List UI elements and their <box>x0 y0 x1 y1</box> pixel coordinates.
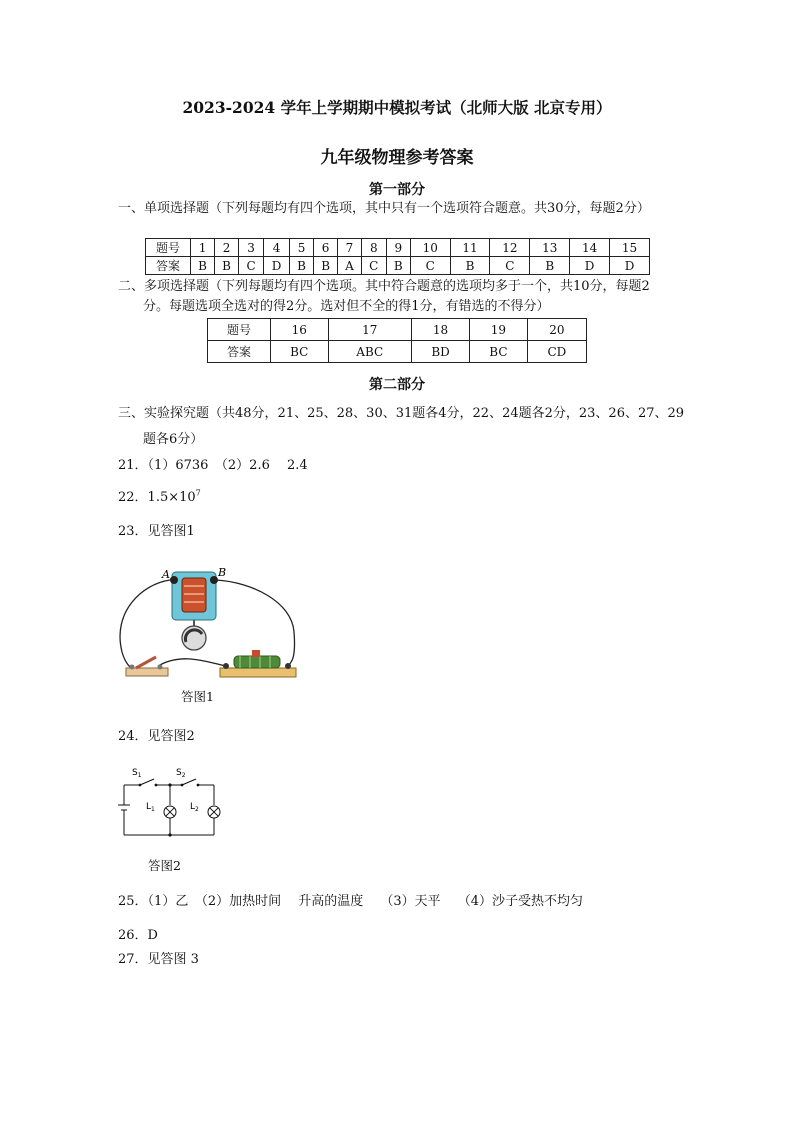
answer-cell: D <box>570 257 610 275</box>
question-number-cell: 2 <box>215 239 239 257</box>
answer-25: 25．（1）乙 （2）加热时间 升高的温度 （3）天平 （4）沙子受热不均匀 <box>118 894 584 909</box>
answer-cell: BC <box>271 341 329 363</box>
multi-choice-answer-table <box>207 318 587 363</box>
answer-cell: C <box>239 257 264 275</box>
lamp-l2-label: $L_2$ <box>190 802 199 813</box>
answer-cell: CD <box>527 341 586 363</box>
answer-cell: BD <box>411 341 469 363</box>
question-number-cell: 15 <box>610 239 650 257</box>
circuit-figure-2 <box>110 763 230 845</box>
q2-heading-line1: 二、多项选择题（下列每题均有四个选项。其中符合题意的选项均多于一个，共10分，每题2 <box>118 279 650 294</box>
table-row-label: 答案 <box>208 341 271 363</box>
answer-cell: B <box>450 257 490 275</box>
question-number-cell: 4 <box>264 239 290 257</box>
q2-heading-line2: 分。每题选项全选对的得2分。选对但不全的得1分，有错选的不得分） <box>143 299 550 314</box>
switch-s2-label: $S_2$ <box>176 768 186 779</box>
figure-2-caption: 答图2 <box>148 858 181 873</box>
table-row-label: 题号 <box>208 319 271 341</box>
part1-heading: 第一部分 <box>369 182 425 198</box>
lamp-l1-label: $L_1$ <box>146 802 155 813</box>
q3-heading-line2: 题各6分） <box>143 432 204 447</box>
question-number-cell: 10 <box>410 239 450 257</box>
question-number-cell: 16 <box>271 319 329 341</box>
answer-cell: ABC <box>328 341 411 363</box>
question-number-cell: 12 <box>490 239 530 257</box>
table-row-label: 答案 <box>146 257 191 275</box>
exam-title: 2023-2024 学年上学期期中模拟考试（北师大版 北京专用） <box>182 98 612 117</box>
figure-1-caption: 答图1 <box>181 689 214 704</box>
table-row-label: 题号 <box>146 239 191 257</box>
answer-key-title: 九年级物理参考答案 <box>320 148 474 168</box>
question-number-cell: 14 <box>570 239 610 257</box>
answer-cell: D <box>264 257 290 275</box>
question-number-cell: 1 <box>191 239 215 257</box>
answer-27: 27．见答图 3 <box>118 952 199 967</box>
answer-21: 21．（1）6736 （2）2.6 2.4 <box>118 458 308 473</box>
single-choice-answer-table <box>145 238 650 275</box>
question-number-cell: 20 <box>527 319 586 341</box>
answer-cell: B <box>530 257 570 275</box>
answer-cell: B <box>215 257 239 275</box>
answer-cell: B <box>290 257 314 275</box>
question-number-cell: 3 <box>239 239 264 257</box>
terminal-a-label: A <box>162 568 170 581</box>
terminal-b-label: B <box>218 566 227 579</box>
answer-24: 24．见答图2 <box>118 729 195 744</box>
question-number-cell: 9 <box>386 239 410 257</box>
circuit-figure-1 <box>112 562 307 687</box>
question-number-cell: 7 <box>338 239 362 257</box>
answer-cell: C <box>361 257 386 275</box>
question-number-cell: 11 <box>450 239 490 257</box>
q1-heading: 一、单项选择题（下列每题均有四个选项，其中只有一个选项符合题意。共30分，每题2分） <box>118 201 650 216</box>
question-number-cell: 5 <box>290 239 314 257</box>
question-number-cell: 6 <box>314 239 338 257</box>
answer-cell: B <box>314 257 338 275</box>
switch-s1-label: $S_1$ <box>132 768 142 779</box>
answer-cell: C <box>410 257 450 275</box>
question-number-cell: 19 <box>470 319 528 341</box>
answer-cell: D <box>610 257 650 275</box>
question-number-cell: 18 <box>411 319 469 341</box>
answer-cell: B <box>191 257 215 275</box>
q3-heading-line1: 三、实验探究题（共48分，21、25、28、30、31题各4分，22、24题各2分，23、26、27、29 <box>118 406 685 421</box>
part2-heading: 第二部分 <box>369 377 425 393</box>
answer-cell: C <box>490 257 530 275</box>
question-number-cell: 8 <box>361 239 386 257</box>
question-number-cell: 13 <box>530 239 570 257</box>
answer-cell: A <box>338 257 362 275</box>
answer-26: 26．D <box>118 928 158 943</box>
answer-23: 23．见答图1 <box>118 524 195 539</box>
question-number-cell: 17 <box>328 319 411 341</box>
answer-cell: BC <box>470 341 528 363</box>
answer-22: 22．$1.5\times 10^7$ <box>118 488 201 505</box>
answer-cell: B <box>386 257 410 275</box>
